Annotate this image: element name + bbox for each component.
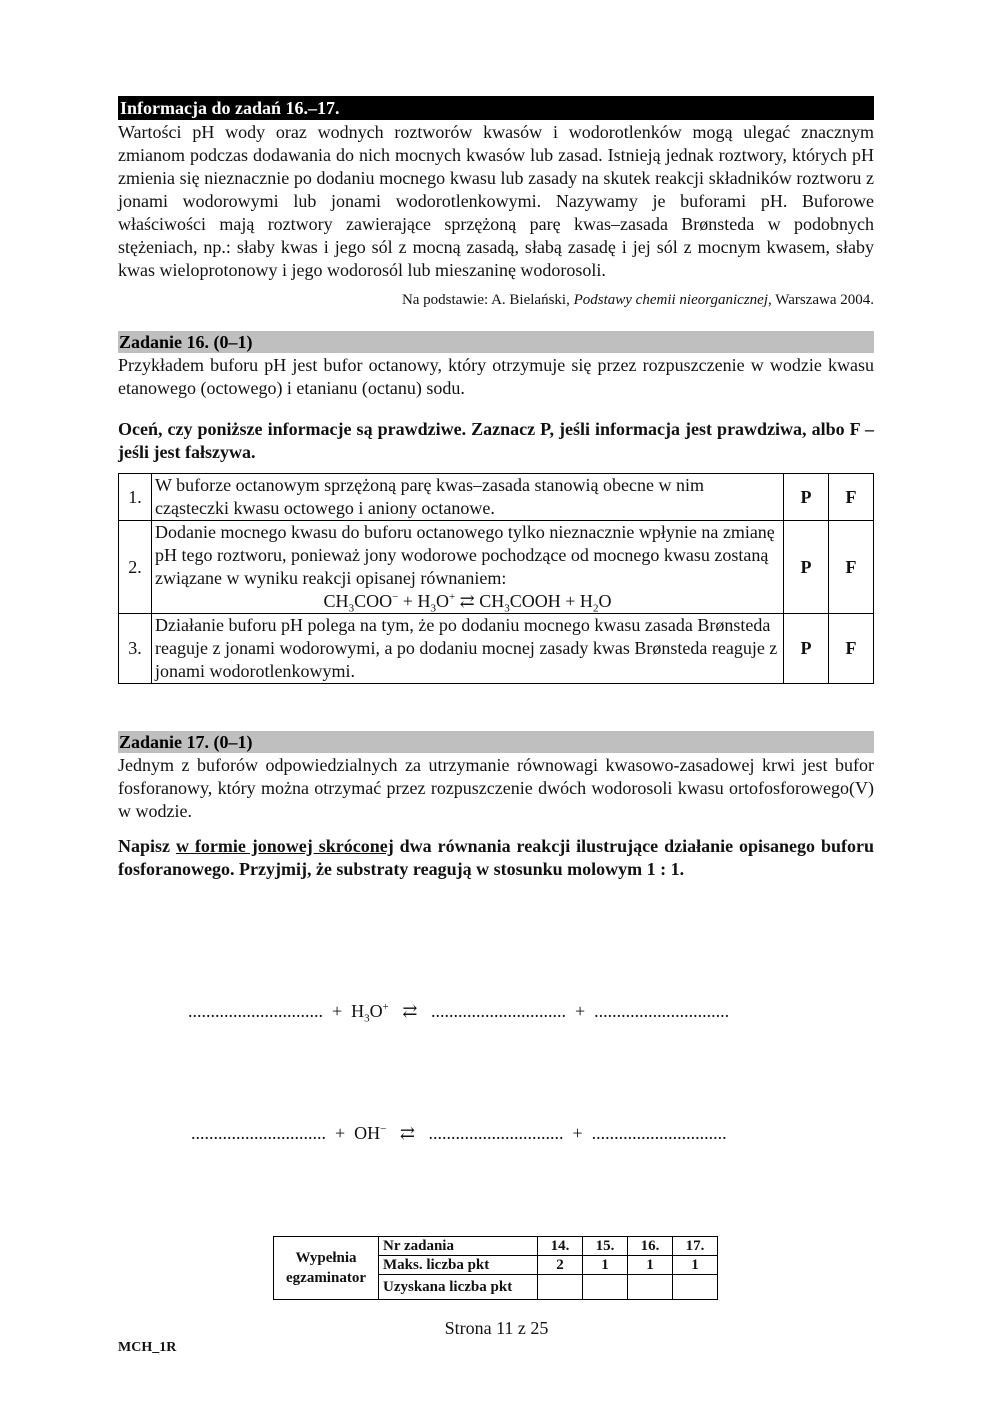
answer-f-option[interactable]: F xyxy=(829,474,874,521)
task16-instruction: Oceń, czy poniższe informacje są prawdziwe. Zaznacz P, jeśli informacja jest prawdziwa, albo F – jeśli jest fałszywa. xyxy=(118,419,874,462)
task17-header: Zadanie 17. (0–1) xyxy=(118,731,874,753)
answer-f-option[interactable]: F xyxy=(829,521,874,614)
obtained-points-label: Uzyskana liczba pkt xyxy=(379,1275,538,1300)
scoring-table: Wypełnia egzaminator Nr zadania 14. 15. 16. 17. Maks. liczba pkt 2 1 1 1 Uzyskana liczba pkt xyxy=(273,1236,718,1300)
exam-code: MCH_1R xyxy=(118,1340,177,1355)
acetate-equation: $CH_3COO^- + H_3O^+$ ⇄ $CH_3COOH + H_2O$ xyxy=(323,591,612,615)
info-text: Wartości pH wody oraz wodnych roztworów kwasów i wodorotlenków mogą ulegać znacznym zmianom podczas dodawania do nich mocnych kwasów lub zasad. Istnieją jednak roztwory, których pH zmienia się nieznacznie po dodaniu mocnego kwasu lub zasady na skutek reakcji składników roztworu z jonami wodorowymi lub jonami wodorotlenkowymi. Nazywamy je buforami pH. Buforowe właściwości mają roztwory zawierające sprzężoną parę kwas–zasada Brønsteda w podobnych stężeniach, np.: słaby kwas i jego sól z mocną zasadą, słabą zasadę i jej sól z mocnym kwasem, słaby kwas wieloprotonowy i jego wodorosól lub mieszaninę wodorosoli. xyxy=(118,122,874,280)
statement-text: W buforze octanowym sprzężoną parę kwas–zasada stanowią obecne w nim cząsteczki kwasu octowego i aniony octanowe. xyxy=(152,474,784,521)
table-row xyxy=(119,614,874,684)
table-row xyxy=(119,521,874,614)
examiner-cell: Wypełnia egzaminator xyxy=(274,1237,379,1300)
task-number-label: Nr zadania xyxy=(379,1237,538,1256)
page-content xyxy=(118,96,874,881)
answer-f-option[interactable]: F xyxy=(829,614,874,684)
table-row xyxy=(119,474,874,521)
obtained-points-cell[interactable] xyxy=(538,1275,583,1300)
row-number: 1. xyxy=(119,474,152,521)
obtained-points-cell[interactable] xyxy=(583,1275,628,1300)
answer-blank-1[interactable]: .............................. xyxy=(188,1001,323,1021)
info-source: Na podstawie: A. Bielański, Podstawy chemii nieorganicznej, Warszawa 2004. xyxy=(401,292,874,308)
task17-text: Jednym z buforów odpowiedzialnych za utrzymanie równowagi kwasowo-zasadowej krwi jest bufor fosforanowy, który można otrzymać przez rozpuszczenie dwóch wodorosoli kwasu ortofosforowego(V) w wodzie. xyxy=(118,755,874,821)
obtained-points-cell[interactable] xyxy=(628,1275,673,1300)
hydronium-ion: $H_3O^+$ xyxy=(351,1001,389,1025)
equilibrium-arrow: ⇄ xyxy=(399,1123,415,1143)
row-number: 2. xyxy=(119,521,152,614)
answer-blank-5[interactable]: .............................. xyxy=(428,1123,564,1143)
info-header: Informacja do zadań 16.–17. xyxy=(118,96,874,120)
hydroxide-ion: OH− xyxy=(354,1123,387,1143)
statement-cell xyxy=(152,521,784,614)
answer-blank-2[interactable]: .............................. xyxy=(430,1001,566,1021)
answer-line-2: .............................. + OH− ⇄ .............................. + .............................. xyxy=(191,1123,727,1143)
equilibrium-arrow: ⇄ xyxy=(402,1001,418,1021)
page-number: Strona 11 z 25 xyxy=(444,1318,549,1338)
obtained-points-cell[interactable] xyxy=(673,1275,718,1300)
answer-blank-3[interactable]: .............................. xyxy=(594,1001,730,1021)
true-false-table xyxy=(118,473,874,684)
statement-text: Dodanie mocnego kwasu do buforu octanowego tylko nieznacznie wpłynie na zmianę pH tego roztworu, ponieważ jony wodorowe pochodzące od mocnego kwasu zostaną związane w wyniku reakcji opisanej równaniem: xyxy=(155,522,775,588)
max-points-label: Maks. liczba pkt xyxy=(379,1256,538,1275)
statement-text: Działanie buforu pH polega na tym, że po dodaniu mocnego kwasu zasada Brønsteda reaguje z jonami wodorowymi, a po dodaniu mocnej zasady kwas Brønsteda reaguje z jonami wodorotlenkowymi. xyxy=(152,614,784,684)
row-number: 3. xyxy=(119,614,152,684)
answer-p-option[interactable]: P xyxy=(784,521,829,614)
task16-text: Przykładem buforu pH jest bufor octanowy, który otrzymuje się przez rozpuszczenie w wodzie kwasu etanowego (octowego) i etanianu (octanu) sodu. xyxy=(118,355,874,398)
answer-line-1: .............................. + $H_3O^+$ ⇄ .............................. + .............................. xyxy=(188,1001,730,1025)
task17-instruction: Napisz w formie jonowej skróconej dwa równania reakcji ilustrujące działanie opisanego buforu fosforanowego. Przyjmij, że substraty reagują w stosunku molowym 1 : 1. xyxy=(118,836,874,879)
answer-blank-6[interactable]: .............................. xyxy=(591,1123,727,1143)
answer-blank-4[interactable]: .............................. xyxy=(191,1123,326,1143)
answer-p-option[interactable]: P xyxy=(784,614,829,684)
answer-p-option[interactable]: P xyxy=(784,474,829,521)
task16-header: Zadanie 16. (0–1) xyxy=(118,331,874,353)
